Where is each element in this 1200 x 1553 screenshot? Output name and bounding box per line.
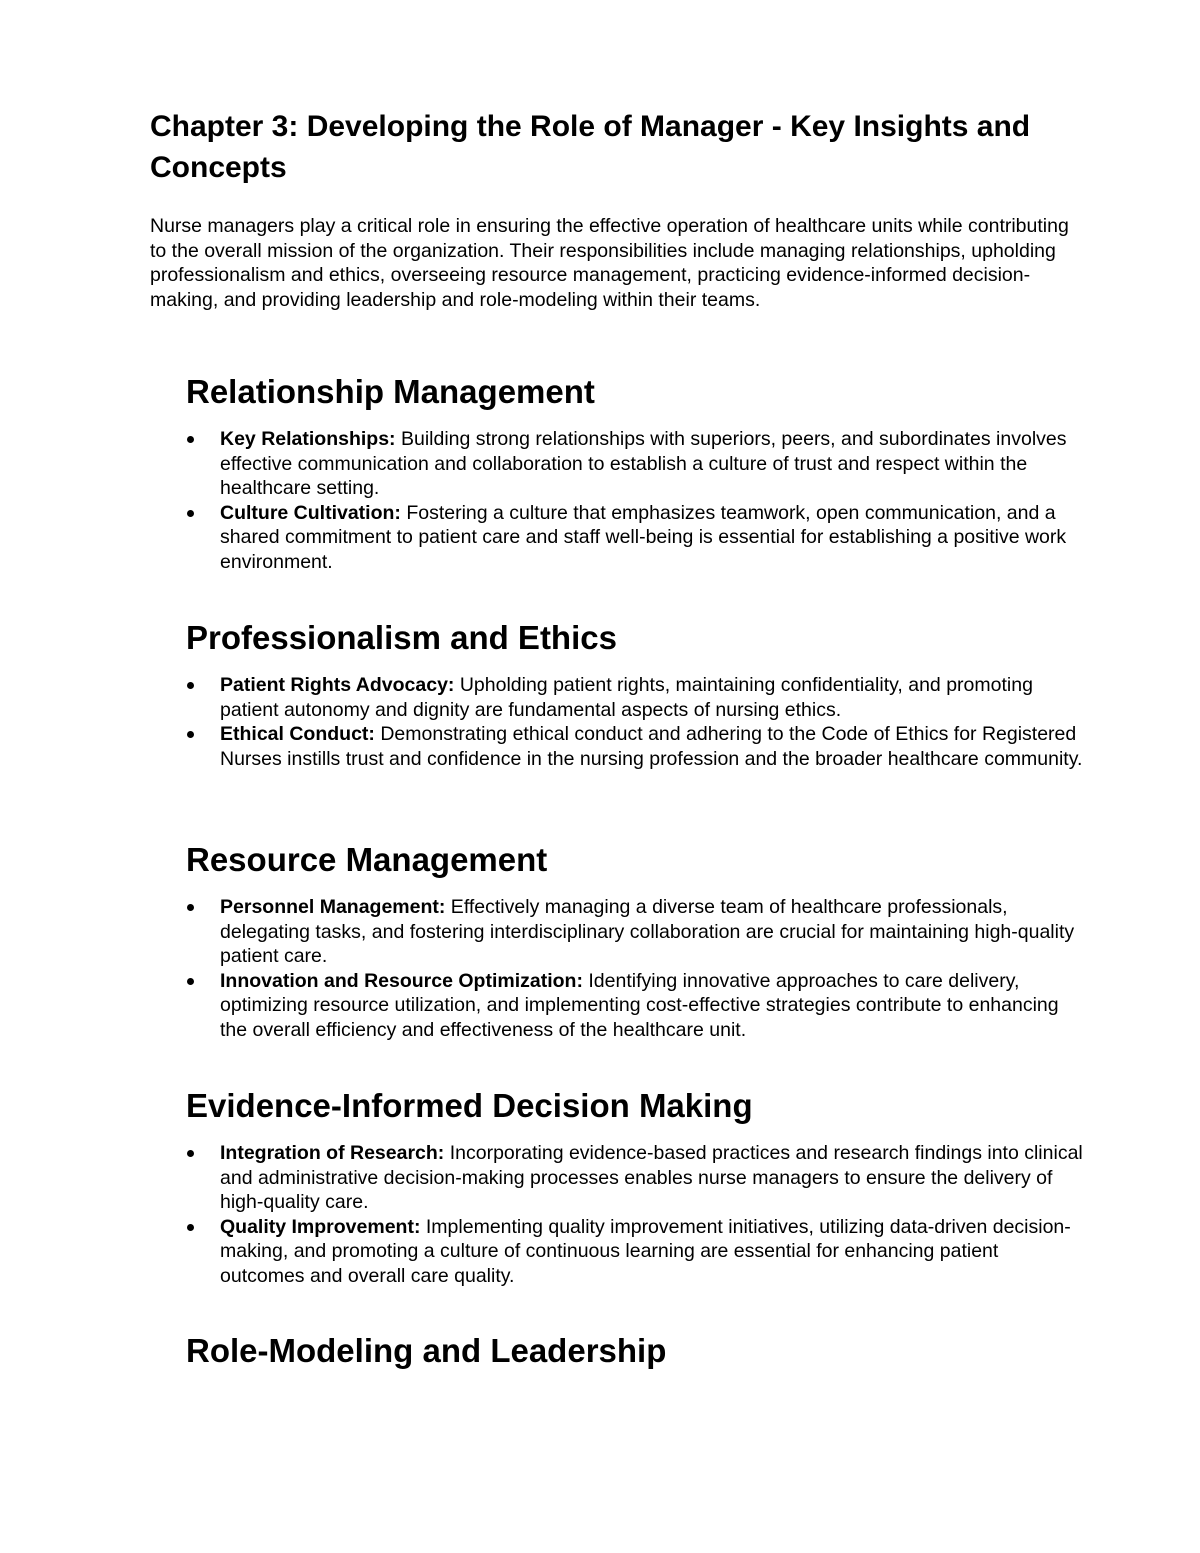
bullet-list [186, 895, 1086, 1043]
section-professionalism-and-ethics [186, 618, 1086, 771]
list-item [186, 1215, 1086, 1289]
item-term: Quality Improvement: [220, 1215, 421, 1238]
section-heading: Professionalism and Ethics [186, 619, 617, 656]
bullet-icon [187, 978, 194, 985]
section-resource-management [186, 840, 1086, 1043]
item-term: Patient Rights Advocacy: [220, 674, 455, 696]
bullet-icon [187, 1150, 194, 1157]
item-text: Building strong relationships with superiors, peers, and subordinates involves effective communication and collaboration to establish a culture of trust and respect within the healthcare setting. [220, 428, 1067, 500]
page-title: Chapter 3: Developing the Role of Manager - Key Insights and Concepts [150, 110, 1031, 184]
item-text: Implementing quality improvement initiatives, utilizing data-driven decision-making, and promoting a culture of continuous learning are essential for enhancing patient outcomes and overall care quality. [220, 1215, 1071, 1287]
list-item [186, 1141, 1086, 1215]
intro-paragraph: Nurse managers play a critical role in ensuring the effective operation of healthcare units while contributing to the overall mission of the organization. Their responsibilities include managing relationships, upholding professionalism and ethics, overseeing resource management, practicing evidence-informed decision-making, and providing leadership and role-modeling within their teams. [150, 215, 1069, 311]
item-term: Personnel Management: [220, 896, 446, 918]
bullet-icon [187, 682, 194, 689]
list-item [186, 895, 1086, 969]
list-item [186, 673, 1086, 722]
item-term: Ethical Conduct: [220, 723, 375, 746]
section-heading: Resource Management [186, 841, 548, 878]
bullet-icon [187, 1224, 194, 1231]
bullet-icon [187, 510, 194, 517]
item-term: Innovation and Resource Optimization: [220, 969, 583, 992]
item-term: Key Relationships: [220, 428, 396, 450]
list-item [186, 501, 1086, 575]
list-item [186, 969, 1086, 1043]
section-role-modeling-and-leadership [186, 1331, 1086, 1371]
bullet-icon [187, 731, 194, 738]
bullet-list [186, 1141, 1086, 1289]
bullet-list [186, 427, 1086, 575]
list-item [186, 722, 1086, 771]
item-term: Integration of Research: [220, 1142, 445, 1164]
list-item [186, 427, 1086, 501]
item-text: Upholding patient rights, maintaining confidentiality, and promoting patient autonomy and dignity are fundamental aspects of nursing ethics. [220, 674, 1033, 721]
section-heading: Role-Modeling and Leadership [186, 1332, 667, 1369]
section-heading: Relationship Management [186, 373, 595, 410]
item-text: Incorporating evidence-based practices and research findings into clinical and administrative decision-making processes enables nurse managers to ensure the delivery of high-quality care. [220, 1142, 1083, 1214]
section-evidence-informed-decision-making [186, 1086, 1086, 1289]
item-text: Fostering a culture that emphasizes teamwork, open communication, and a shared commitment to patient care and staff well-being is essential for establishing a positive work environment. [220, 501, 1067, 573]
item-text: Demonstrating ethical conduct and adhering to the Code of Ethics for Registered Nurses instills trust and confidence in the nursing profession and the broader healthcare community. [220, 723, 1083, 770]
bullet-icon [187, 436, 194, 443]
section-heading: Evidence-Informed Decision Making [186, 1087, 753, 1124]
item-text: Identifying innovative approaches to care delivery, optimizing resource utilization, and implementing cost-effective strategies contribute to enhancing the overall efficiency and effectiveness of the healthcare unit. [220, 969, 1059, 1041]
bullet-list [186, 673, 1086, 771]
bullet-icon [187, 904, 194, 911]
item-term: Culture Cultivation: [220, 501, 401, 524]
item-text: Effectively managing a diverse team of healthcare professionals, delegating tasks, and fostering interdisciplinary collaboration are crucial for maintaining high-quality patient care. [220, 896, 1075, 968]
section-relationship-management [186, 372, 1086, 575]
